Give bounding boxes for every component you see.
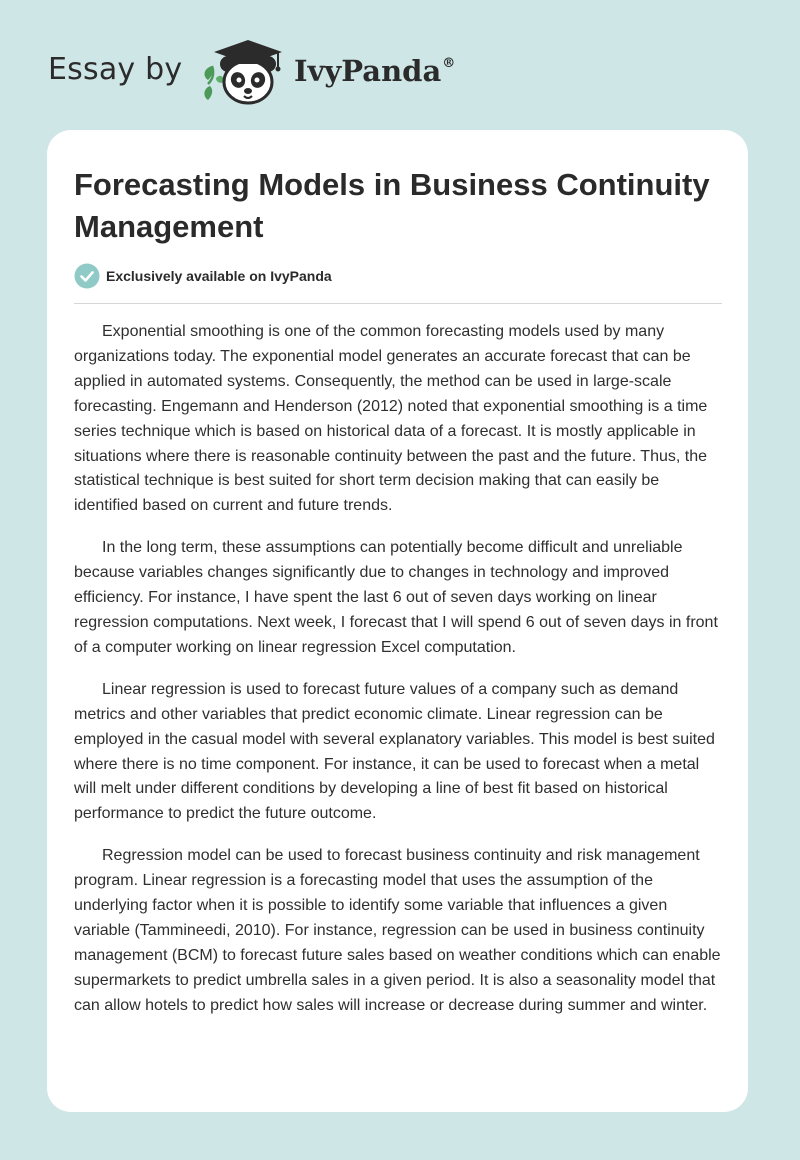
paragraph: Exponential smoothing is one of the common forecasting models used by many organizations today. The exponential model generates an accurate forecast that can be applied in automated systems. Consequently, the method can be used in large-scale forecasting. Engemann and Henderson (2012) noted that exponential smoothing is a time series technique which is based on historical data of a forecast. It is mostly applicable in situations where there is reasonable continuity between the past and the future. Thus, the statistical technique is best suited for short term decision making that can easily be identified based on current and future trends. [74,323,708,515]
brand-header[interactable] [48,38,468,118]
divider [74,303,722,304]
exclusive-badge [74,263,332,289]
paragraph: Regression model can be used to forecast business continuity and risk management program. Linear regression is a forecasting model that uses the assumption of the underlying factor when it is possible to identify some variable that influences a given variable (Tammineedi, 2010). For instance, regression can be used in business continuity management (BCM) to forecast future sales based on weather conditions which can enable supermarkets to predict umbrella sales in a given period. It is also a seasonality model that can allow hotels to predict how sales will increase or decrease during summer and winter. [74,847,721,1014]
paragraph: In the long term, these assumptions can potentially become difficult and unreliable because variables changes significantly due to changes in technology and improved efficiency. For instance, I have spent the last 6 out of seven days working on linear regression computations. Next week, I forecast that I will spend 6 out of seven days in front of a computer working on linear regression Excel computation. [74,539,718,656]
essay-body [74,320,724,1036]
exclusive-label: Exclusively available on IvyPanda [106,268,332,284]
page-title: Forecasting Models in Business Continuity Management [74,167,710,244]
brand-name: IvyPanda® [294,54,456,88]
essay-by-label: Essay by [48,52,183,87]
paragraph: Linear regression is used to forecast future values of a company such as demand metrics and other variables that predict economic climate. Linear regression can be employed in the casual model with several explanatory variables. This model is best suited where there is no time component. For instance, it can be used to forecast when a metal will melt under different conditions by developing a line of best fit based on historical performance to predict the future outcome. [74,680,715,823]
check-circle-icon [74,263,100,289]
panda-logo-icon [200,38,288,110]
essay-card [47,130,748,1112]
